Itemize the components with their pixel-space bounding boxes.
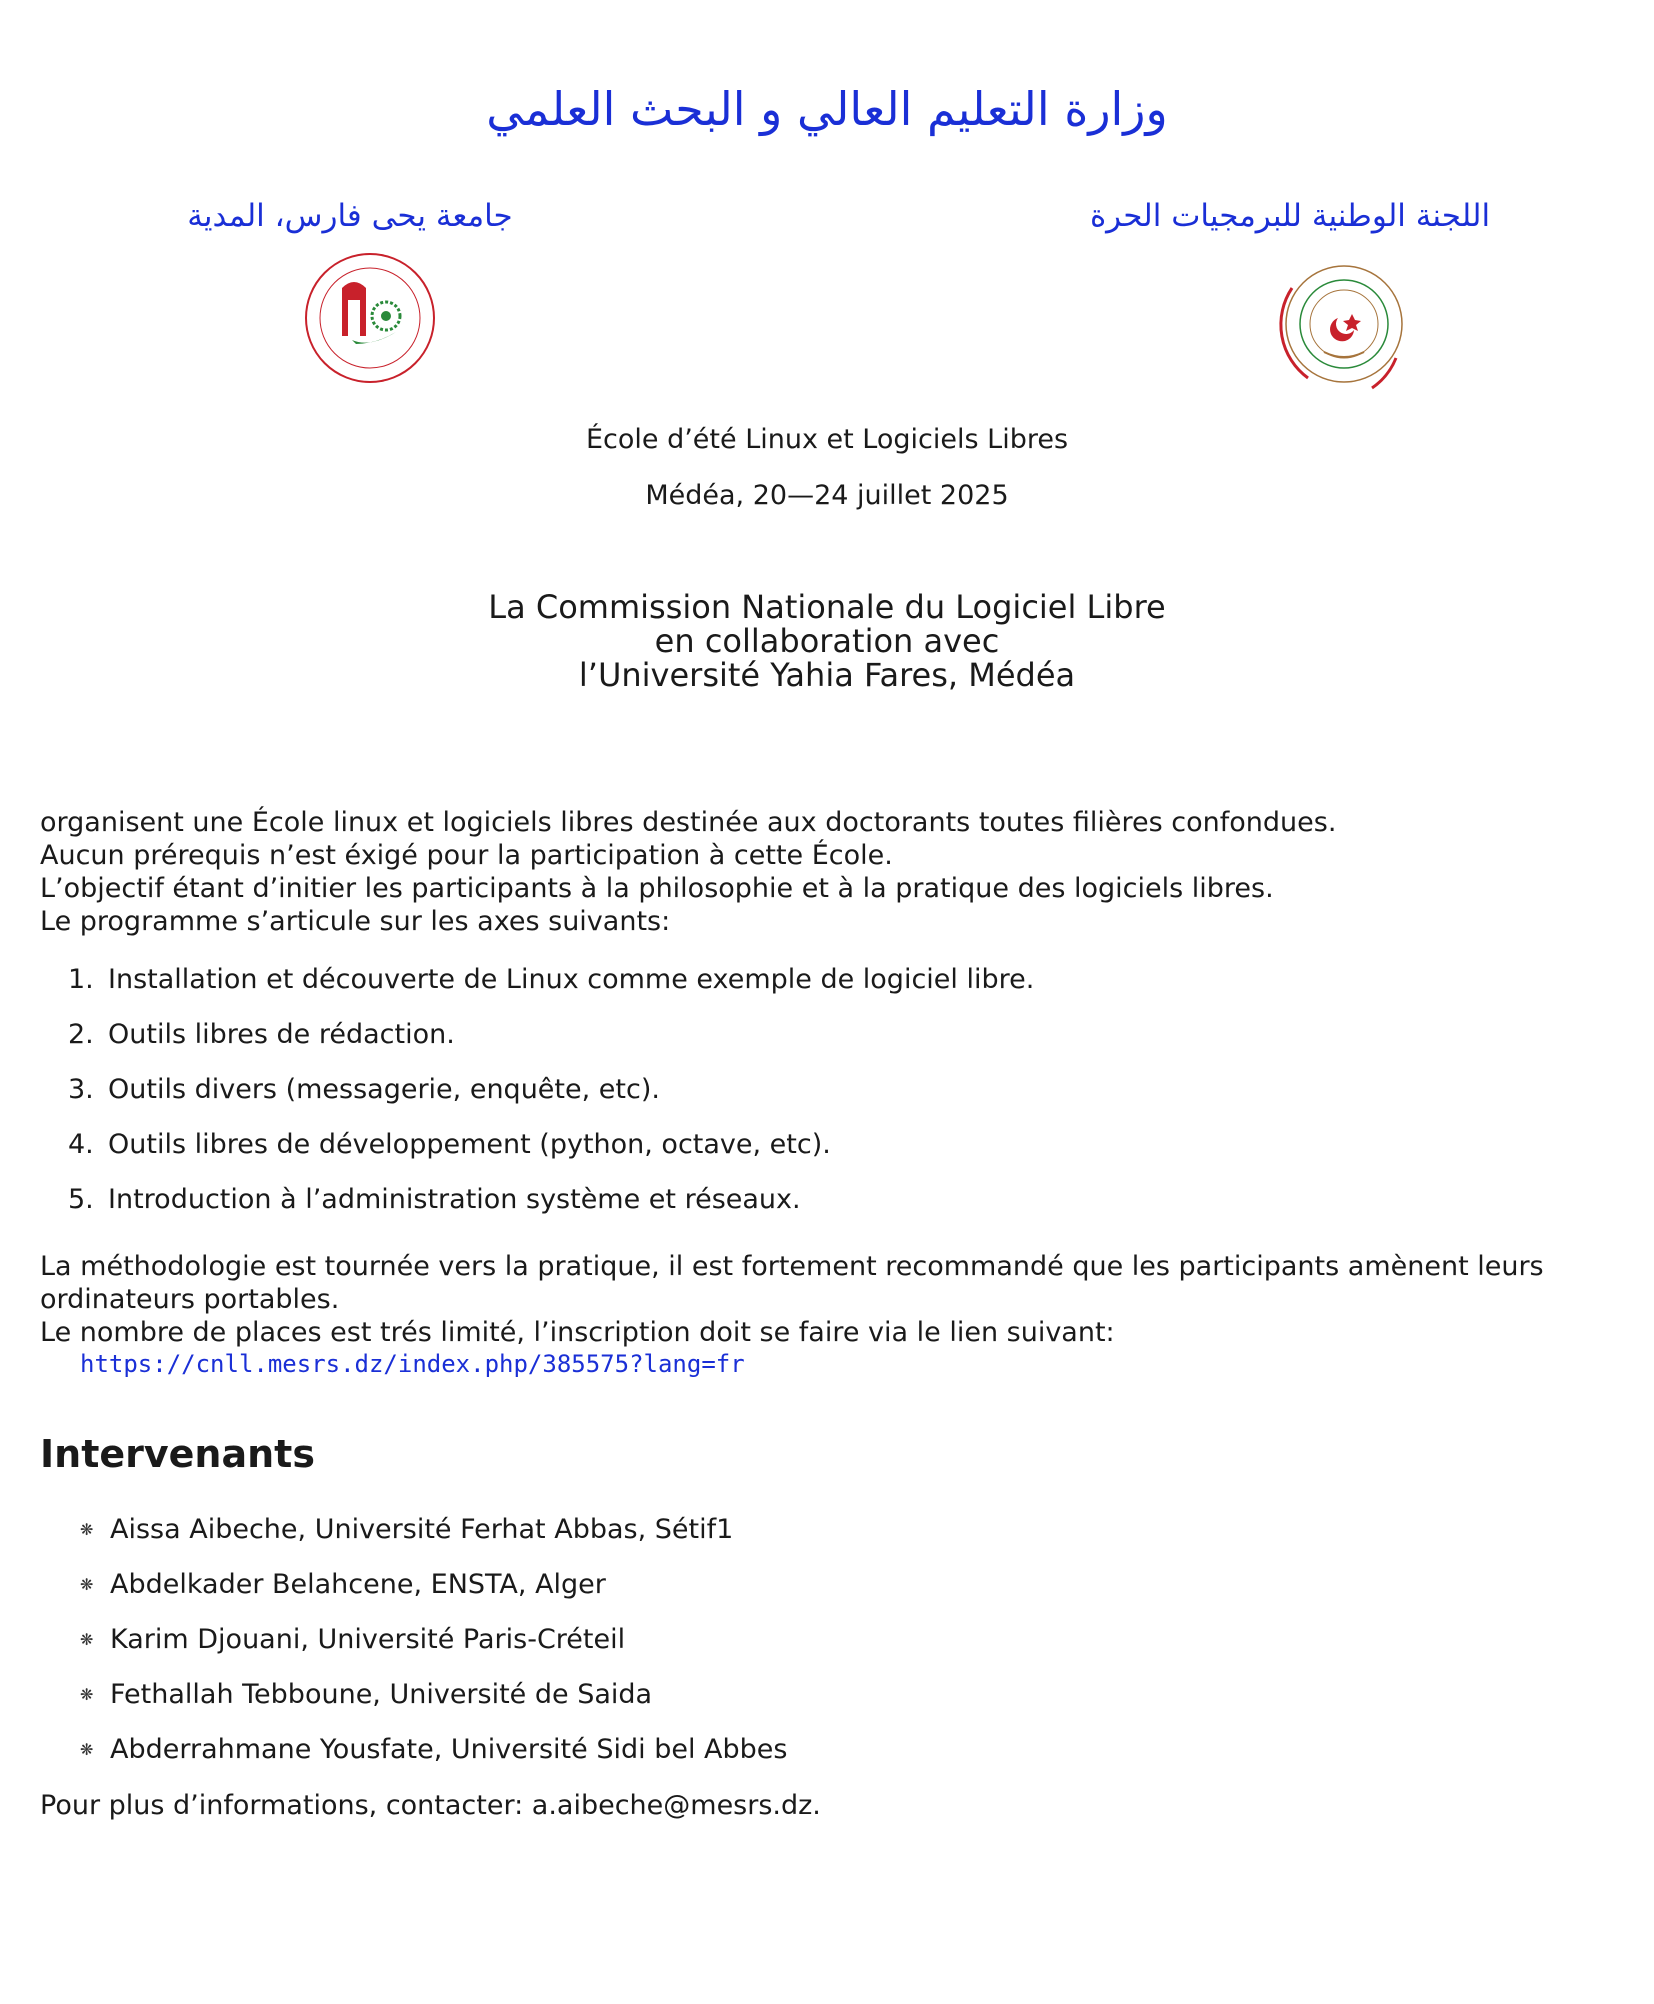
speaker-item: ❋ Abdelkader Belahcene, ENSTA, Alger [80,1557,787,1612]
organizers-block [0,590,1654,692]
methodology-line: ordinateurs portables. [40,1284,340,1315]
speaker-item: ❋ Fethallah Tebboune, Université de Saida [80,1667,787,1722]
methodology-line: La méthodologie est tournée vers la pratique, il est fortement recommandé que les participants amènent leurs [40,1251,1544,1282]
intro-line: organisent une École linux et logiciels libres destinée aux doctorants toutes filières confondues. [40,807,1337,838]
ministry-heading: وزارة التعليم العالي و البحث العلمي [486,82,1168,136]
intro-paragraph [40,806,1620,938]
bullet-icon: ❋ [80,1519,94,1539]
program-item: 1. Installation et découverte de Linux comme exemple de logiciel libre. [68,964,1035,995]
contact-line: Pour plus d’informations, contacter: a.aibeche@mesrs.dz. [40,1790,821,1821]
commission-name: اللجنة الوطنية للبرمجيات الحرة [1089,198,1491,234]
program-item: 2. Outils libres de rédaction. [68,1019,455,1050]
methodology-line: Le nombre de places est trés limité, l’inscription doit se faire via le lien suivant: [40,1317,1115,1348]
organizer-line: La Commission Nationale du Logiciel Libre [488,588,1166,626]
speakers-list [80,1502,787,1777]
speakers-heading: Intervenants [40,1432,315,1476]
intro-line: Le programme s’articule sur les axes suivants: [40,906,671,937]
speaker-item: ❋ Aissa Aibeche, Université Ferhat Abbas, Sétif1 [80,1502,787,1557]
program-item: 3. Outils divers (messagerie, enquête, etc). [68,1074,660,1105]
speaker-item: ❋ Abderrahmane Yousfate, Université Sidi bel Abbes [80,1722,787,1777]
methodology-paragraph [40,1250,1620,1349]
program-list [68,960,1568,1235]
intro-line: Aucun prérequis n’est éxigé pour la participation à cette École. [40,840,893,871]
program-item: 4. Outils libres de développement (python, octave, etc). [68,1129,831,1160]
cnll-seal [1268,248,1420,400]
organizer-line: en collaboration avec [654,622,1000,660]
bullet-icon: ❋ [80,1739,94,1759]
registration-link[interactable]: https://cnll.mesrs.dz/index.php/385575?lang=fr [80,1350,745,1378]
organizer-line: l’Université Yahia Fares, Médéa [578,656,1076,694]
intro-line: L’objectif étant d’initier les participants à la philosophie et à la pratique des logiciels libres. [40,873,1274,904]
bullet-icon: ❋ [80,1684,94,1704]
university-logo [300,248,440,388]
university-name: جامعة يحى فارس، المدية [187,198,513,234]
event-title: École d’été Linux et Logiciels Libres [585,424,1069,455]
bullet-icon: ❋ [80,1629,94,1649]
event-date: Médéa, 20—24 juillet 2025 [645,480,1009,511]
bullet-icon: ❋ [80,1574,94,1594]
program-item: 5. Introduction à l’administration système et réseaux. [68,1184,801,1215]
speaker-item: ❋ Karim Djouani, Université Paris-Créteil [80,1612,787,1667]
